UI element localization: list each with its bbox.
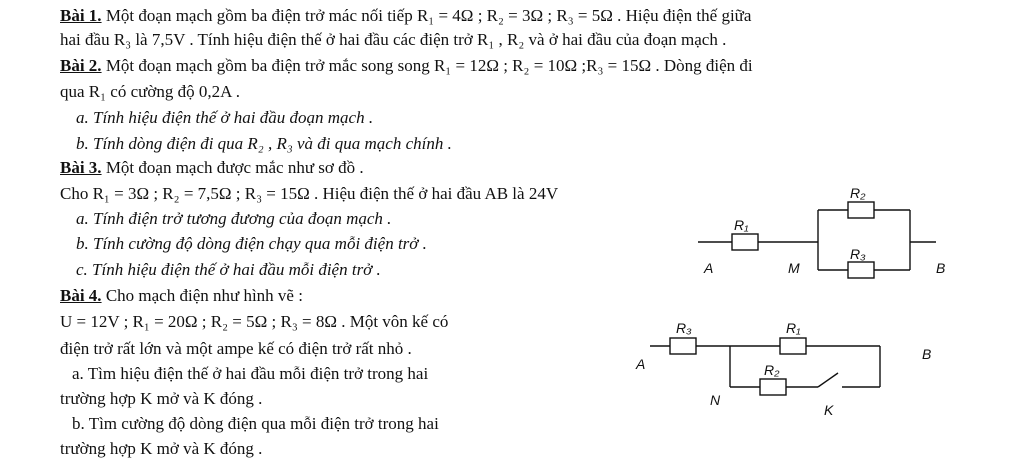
bai4-label-r3: R₃ [676,320,692,336]
bai4-switch-k [818,373,838,387]
bai1-line2: hai đầu R₃ là 7,5V . Tính hiệu điện thế ở hai đầu các điện trở R₁ , R₂ và ở hai đầu của đoạn mạch . [60,30,727,49]
bai3-a: a. Tính điện trở tương đương của đoạn mạch . [76,209,392,228]
bai4-label-r1: R₁ [786,320,801,336]
bai4-title: Bài 4. [60,286,102,305]
bai1-title: Bài 1. [60,6,102,25]
bai4-label-n: N [710,392,721,408]
bai3-label-a: A [704,260,714,276]
bai3-r2-resistor [848,202,874,218]
bai3-b: b. Tính cường độ dòng điện chạy qua mỗi điện trở . [76,234,427,253]
bai3-r3-resistor [848,262,874,278]
bai4-line2: U = 12V ; R₁ = 20Ω ; R₂ = 5Ω ; R₃ = 8Ω . Một vôn kế có [60,312,449,331]
bai3-label-b: B [936,260,946,276]
bai4-b1: b. Tìm cường độ dòng điện qua mỗi điện trở trong hai [72,414,439,433]
bai1-line1 [60,6,751,26]
bai3-label-m: M [788,260,800,276]
bai2-b: b. Tính dòng điện đi qua R₂ , R₃ và đi qua mạch chính . [76,134,452,153]
bai4-text1: Cho mạch điện như hình vẽ : [101,286,303,305]
bai4-b2: trường hợp K mở và K đóng . [60,439,263,458]
bai3-line1 [60,158,364,178]
bai4-label-a: A [636,356,646,372]
bai4-a2: trường hợp K mở và K đóng . [60,389,263,408]
bai3-title: Bài 3. [60,158,102,177]
bai3-label-r2: R₂ [850,185,866,201]
bai4-a1: a. Tìm hiệu điện thế ở hai đầu mỗi điện trở trong hai [72,364,429,383]
bai4-label-r2: R₂ [764,362,780,378]
bai4-label-k: K [824,402,834,418]
bai2-title: Bài 2. [60,56,102,75]
bai3-circuit-diagram [690,180,950,290]
bai3-label-r1: R₁ [734,217,749,233]
bai2-line2: qua R₁ có cường độ 0,2A . [60,82,240,101]
bai3-text1: Một đoạn mạch được mắc như sơ đồ . [101,158,364,177]
bai4-circuit-diagram [630,305,950,423]
bai3-line2: Cho R₁ = 3Ω ; R₂ = 7,5Ω ; R₃ = 15Ω . Hiệu điện thế ở hai đầu AB là 24V [60,184,559,203]
bai2-line1 [60,56,753,76]
bai1-text1: Một đoạn mạch gồm ba điện trở mác nối tiếp R₁ = 4Ω ; R₂ = 3Ω ; R₃ = 5Ω . Hiệu điện thế giữa [101,6,752,25]
bai3-c: c. Tính hiệu điện thế ở hai đầu mỗi điện trở . [76,260,381,279]
bai4-r3-resistor [670,338,696,354]
bai2-text1: Một đoạn mạch gồm ba điện trở mắc song song R₁ = 12Ω ; R₂ = 10Ω ;R₃ = 15Ω . Dòng điện đi [101,56,753,75]
bai3-r1-resistor [732,234,758,250]
bai4-line3: điện trở rất lớn và một ampe kế có điện trở rất nhỏ . [60,339,412,358]
bai4-label-b: B [922,346,932,362]
bai4-r2-resistor [760,379,786,395]
bai4-r1-resistor [780,338,806,354]
bai4-line1 [60,286,303,306]
bai2-a: a. Tính hiệu điện thế ở hai đầu đoạn mạch . [76,108,374,127]
bai3-label-r3: R₃ [850,246,866,262]
